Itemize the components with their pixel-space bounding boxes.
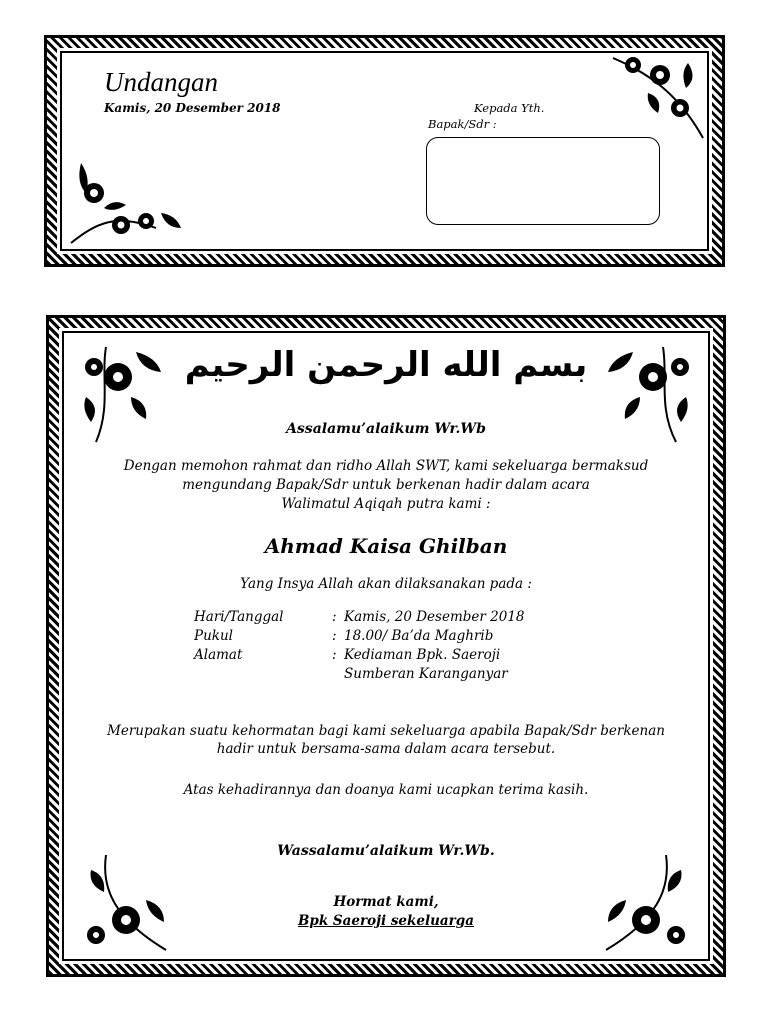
- detail-value: Kamis, 20 Desember 2018: [344, 609, 525, 625]
- detail-value: Kediaman Bpk. Saeroji: [344, 647, 501, 663]
- detail-label: Hari/Tanggal: [194, 609, 284, 625]
- detail-label: Pukul: [194, 628, 233, 644]
- child-name: Ahmad Kaisa Ghilban: [264, 534, 508, 558]
- honor-line-2: hadir untuk bersama-sama dalam acara tersebut.: [216, 741, 556, 757]
- envelope-title: Undangan: [104, 67, 218, 97]
- signature: Bpk Saeroji sekeluarga: [298, 913, 474, 929]
- envelope-card: [44, 35, 725, 267]
- detail-colon: :: [332, 628, 337, 644]
- recipient-address-box[interactable]: [426, 137, 660, 225]
- intro-line-3: Walimatul Aqiqah putra kami :: [281, 496, 491, 512]
- detail-colon: :: [332, 609, 337, 625]
- thanks-line: Atas kehadirannya dan doanya kami ucapkan terima kasih.: [183, 782, 589, 798]
- flower-ornament-icon: [608, 53, 708, 143]
- closing-greeting: Wassalamu’alaikum Wr.Wb.: [277, 843, 495, 859]
- intro-line-1: Dengan memohon rahmat dan ridho Allah SWT, kami sekeluarga bermaksud: [123, 458, 649, 474]
- detail-value: Sumberan Karanganyar: [344, 666, 508, 682]
- detail-label: Alamat: [194, 647, 243, 663]
- honor-line-1: Merupakan suatu kehormatan bagi kami sekeluarga apabila Bapak/Sdr berkenan: [107, 723, 665, 739]
- flower-ornament-icon: [66, 153, 196, 245]
- greeting: Assalamu’alaikum Wr.Wb: [286, 421, 486, 437]
- invitation-card: [46, 315, 726, 977]
- bismillah-calligraphy: بسم الله الرحمن الرحيم: [184, 345, 588, 385]
- recipient-heading: Kepada Yth.: [474, 101, 545, 115]
- regards: Hormat kami,: [333, 894, 439, 910]
- detail-value: 18.00/ Ba’da Maghrib: [344, 628, 494, 644]
- envelope-date: Kamis, 20 Desember 2018: [104, 101, 281, 115]
- detail-colon: :: [332, 647, 337, 663]
- event-intro: Yang Insya Allah akan dilaksanakan pada :: [240, 576, 532, 592]
- recipient-label: Bapak/Sdr :: [428, 117, 497, 131]
- intro-line-2: mengundang Bapak/Sdr untuk berkenan hadir dalam acara: [182, 477, 590, 493]
